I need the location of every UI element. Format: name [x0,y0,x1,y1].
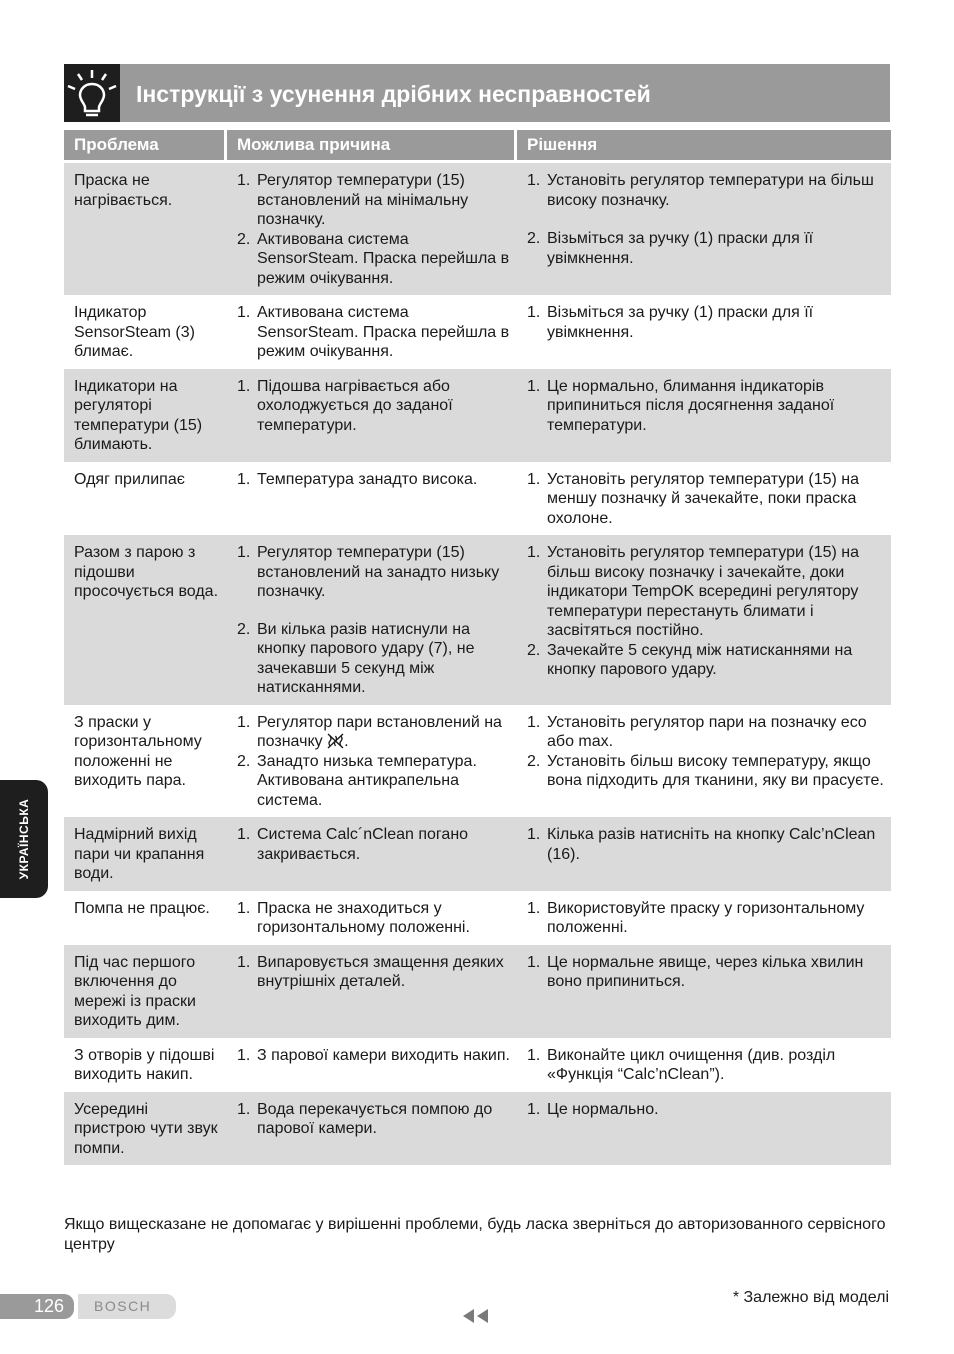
table-header-row [64,130,891,160]
language-tab [0,780,48,898]
solution-cell [517,163,891,295]
cause-cell [227,535,517,705]
table-row [64,295,891,369]
section-header [64,64,890,122]
cause-cell [227,462,517,536]
solution-item: 1. Це нормально, блимання індикаторів припиниться після досягнення заданої температури. [527,377,885,436]
solution-item: 2. Установіть більш високу температуру, якщо вона підходить для тканини, яку ви прасуєте. [527,752,885,791]
problem-cell: Разом з парою з підошви просочується вода. [64,535,227,705]
page-title: Інструкції з усунення дрібних несправностей [136,81,651,107]
problem-cell: Усередині пристрою чути звук помпи. [64,1092,227,1166]
cause-cell [227,1092,517,1166]
cause-cell [227,369,517,462]
solution-cell [517,295,891,369]
table-row [64,945,891,1038]
cause-item: 1. Регулятор температури (15) встановлений на занадто низьку позначку. [237,543,511,602]
problem-cell: Одяг прилипає [74,470,185,488]
problem-cell: Надмірний вихід пари чи крапання води. [64,817,227,891]
cause-cell [227,891,517,945]
service-center-note: Якщо вищесказане не допомагає у вирішенні проблеми, будь ласка зверніться до авторизованного сервісного центру [64,1216,886,1253]
solution-cell [517,1038,891,1092]
solution-item: 1. Установіть регулятор пари на позначку eco або max. [527,713,885,752]
problem-cell: Індикатори на регуляторі температури (15) блимають. [64,369,227,462]
cause-item: 1. Активована система SensorSteam. Праска перейшла в режим очікування. [237,303,511,362]
table-row [64,535,891,705]
language-label: УКРАЇНСЬКА [17,798,31,880]
no-steam-icon [327,733,344,749]
solution-cell [517,817,891,891]
problem-cell: Праска не нагрівається. [64,163,227,295]
solution-item: 1. Кілька разів натисніть на кнопку Calc’nClean (16). [527,825,885,864]
solution-item: 2. Зачекайте 5 секунд між натисканнями на кнопку парового удару. [527,641,885,680]
table-row [64,891,891,945]
table-row [64,817,891,891]
cause-item-text: Регулятор пари встановлений на позначку [257,713,502,750]
cause-cell [227,817,517,891]
cause-cell [227,295,517,369]
troubleshooting-table [64,130,891,1165]
solution-item: 1. Виконайте цикл очищення (див. розділ «Функція “Calc’nClean”). [527,1046,885,1085]
cause-item: 1. З парової камери виходить накип. [237,1046,511,1066]
cause-cell [227,1038,517,1092]
solution-cell [517,369,891,462]
lightbulb-icon [64,64,120,122]
solution-item: 1. Це нормально. [527,1100,885,1120]
cause-item: 2. Ви кілька разів натиснули на кнопку парового удару (7), не зачекавши 5 секунд між натисканнями. [237,620,511,698]
table-row [64,1038,891,1092]
column-header-problem: Проблема [64,130,227,160]
table-row [64,1092,891,1166]
cause-item: 1. Температура занадто висока. [237,470,511,490]
cause-item: 1. Підошва нагрівається або охолоджується до заданої температури. [237,377,511,436]
solution-item: 2. Візьміться за ручку (1) праски для її увімкнення. [527,229,885,268]
solution-cell [517,705,891,818]
solution-cell [517,891,891,945]
solution-item: 1. Використовуйте праску у горизонтальному положенні. [527,899,885,938]
problem-cell: Помпа не працює. [74,899,210,917]
model-note: * Залежно від моделі [732,1289,889,1306]
solution-item: 1. Установіть регулятор температури на більш високу позначку. [527,171,885,210]
problem-cell: З отворів у підошві виходить накип. [74,1046,215,1083]
cause-item: 1. Регулятор температури (15) встановлений на мінімальну позначку. [237,171,511,230]
cause-item: 1. Система Calc´nClean погано закривається. [237,825,511,864]
solution-item: 1. Це нормальне явище, через кілька хвилин воно припиниться. [527,953,885,992]
cause-cell [227,163,517,295]
problem-cell: Індикатор SensorSteam (3) блимає. [74,304,195,360]
solution-item: 1. Установіть регулятор температури (15) на більш високу позначку і зачекайте, доки індикатори TempOK всередині регулятору температури перестануть блимати і засвітяться постійно. [527,543,885,641]
cause-item: 1. Регулятор пари встановлений на позначку . [237,713,511,752]
problem-cell: Під час першого включення до мережі із праски виходить дим. [64,945,227,1038]
solution-cell [517,462,891,536]
cause-cell [227,705,517,818]
cause-item: 1. Вода перекачується помпою до парової камери. [237,1100,511,1139]
cause-item: 1. Праска не знаходиться у горизонтальному положенні. [237,899,511,938]
column-header-cause: Можлива причина [227,130,517,160]
previous-page-icon[interactable] [462,1308,490,1324]
problem-cell: З праски у горизонтальному положенні не виходить пара. [74,713,202,789]
solution-cell [517,535,891,705]
cause-cell [227,945,517,1038]
table-row [64,705,891,818]
table-row [64,163,891,295]
solution-cell [517,945,891,1038]
table-row [64,369,891,462]
solution-cell [517,1092,891,1166]
solution-item: 1. Візьміться за ручку (1) праски для її увімкнення. [527,303,885,342]
brand-label: BOSCH [78,1294,176,1319]
solution-item: 1. Установіть регулятор температури (15) на меншу позначку й зачекайте, поки праска охолоне. [527,470,885,529]
table-row [64,462,891,536]
page-number: 126 [0,1294,74,1319]
cause-item: 1. Випаровується змащення деяких внутрішніх деталей. [237,953,511,992]
column-header-solution: Рішення [517,130,891,160]
cause-item: 2. Активована система SensorSteam. Праска перейшла в режим очікування. [237,230,511,289]
cause-item: 2. Занадто низька температура. Активована антикрапельна система. [237,752,511,811]
